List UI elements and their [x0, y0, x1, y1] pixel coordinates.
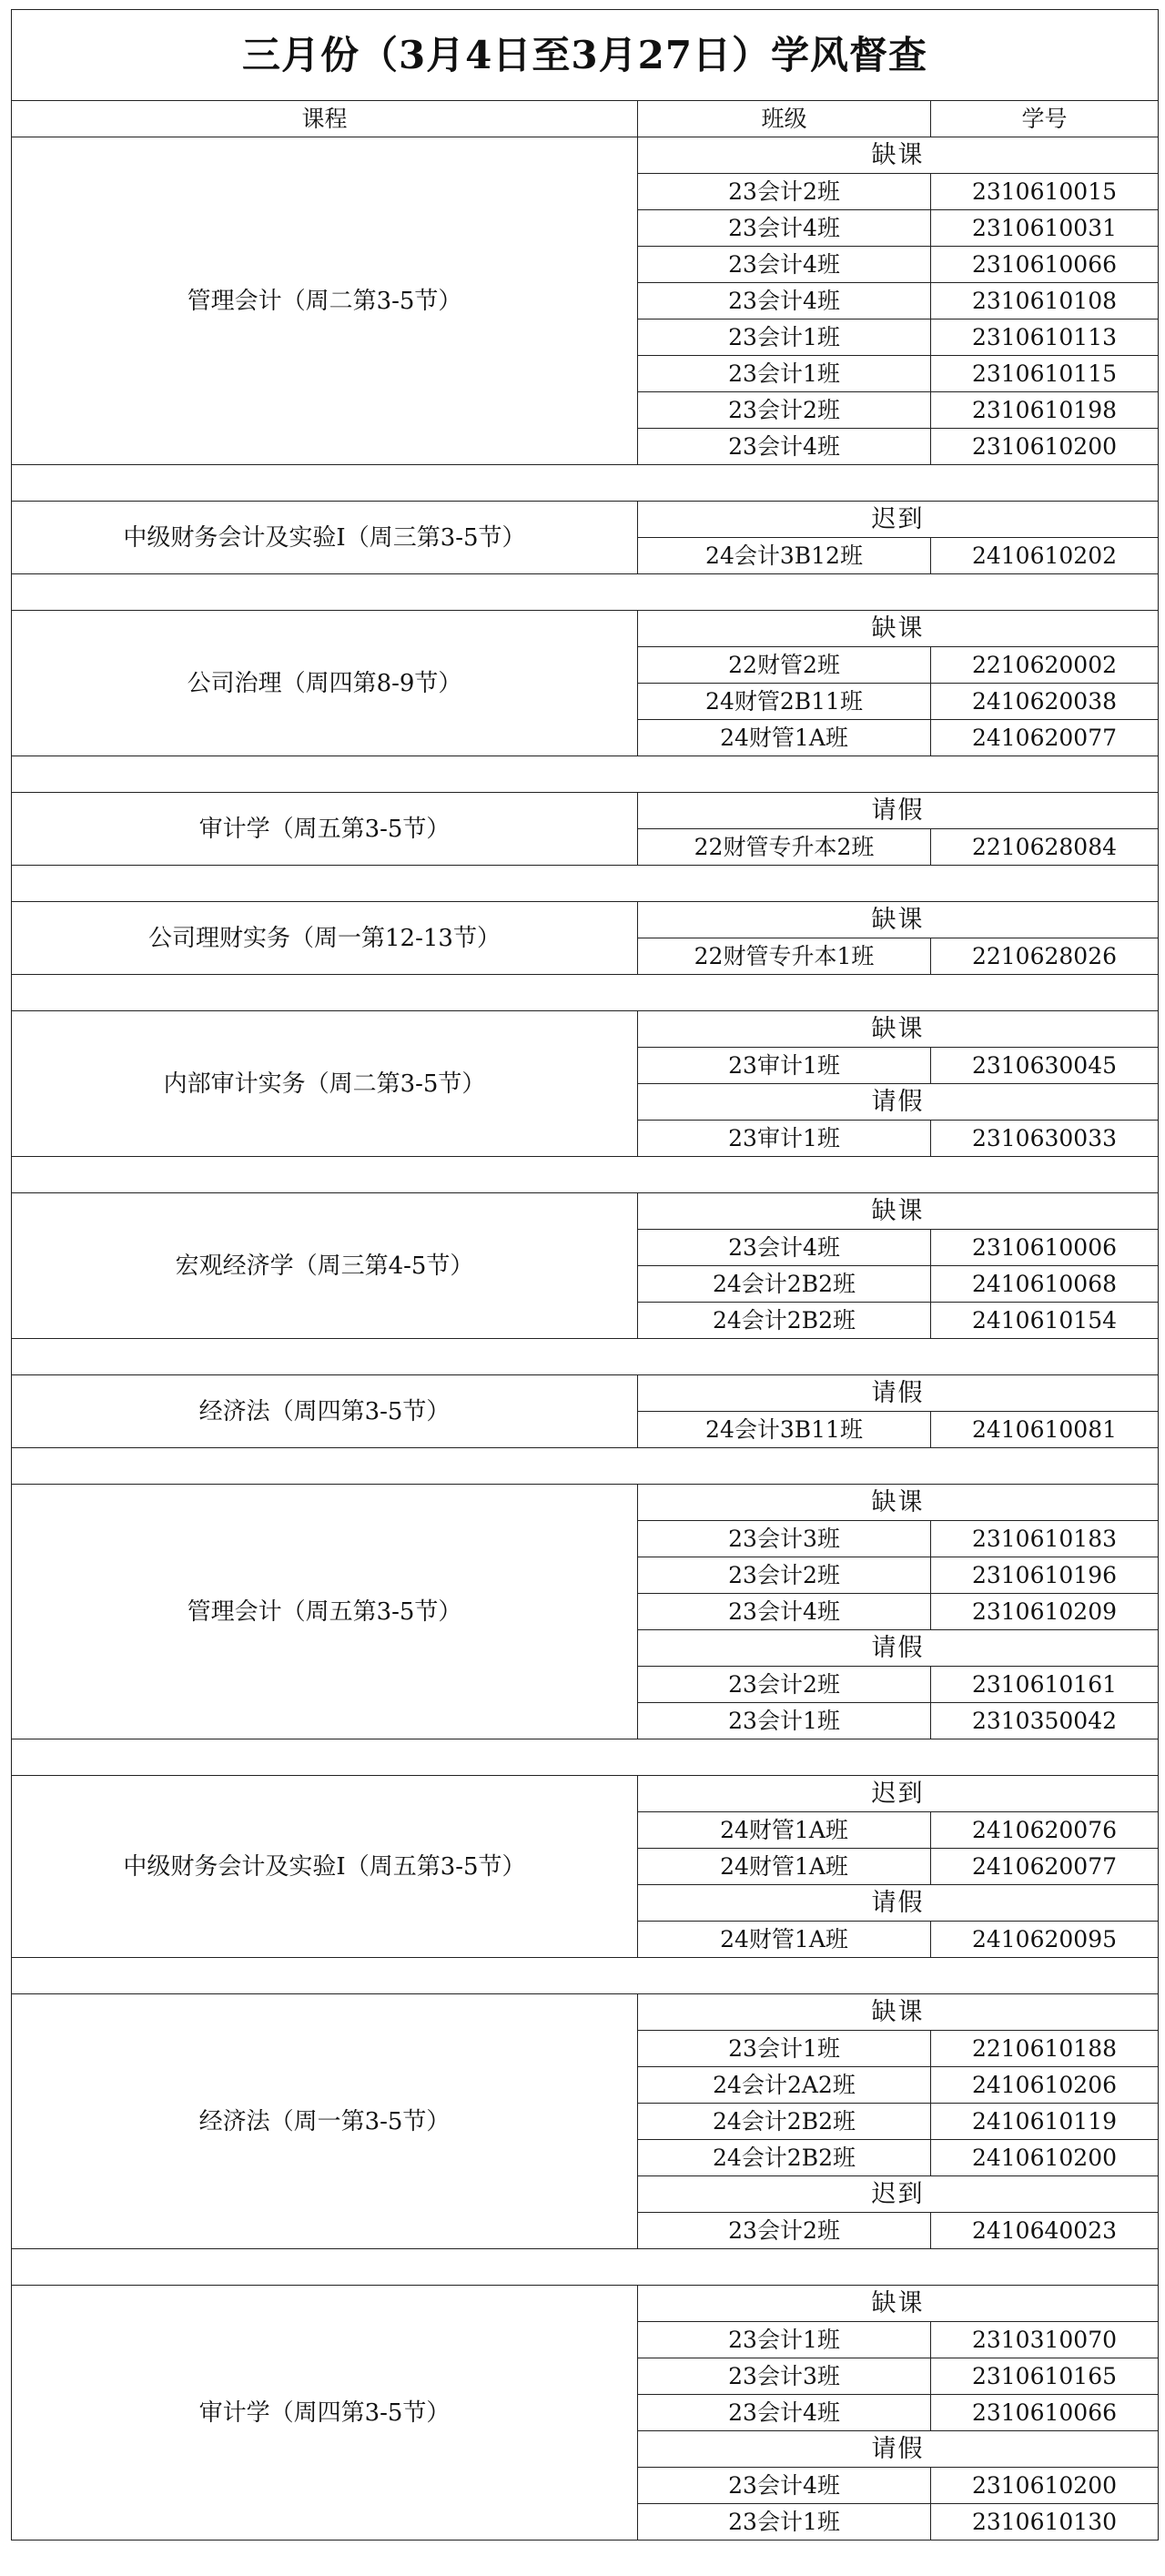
- record-category: 请假: [638, 2431, 1159, 2468]
- spacer-cell: [12, 1339, 1159, 1375]
- header-row: [12, 101, 1159, 137]
- class-cell: 23会计3班: [638, 2358, 931, 2395]
- spacer-row: [12, 465, 1159, 502]
- student-id-cell: 2310610130: [931, 2504, 1159, 2541]
- student-id-cell: 2310610196: [931, 1557, 1159, 1594]
- course-name: 内部审计实务（周二第3-5节）: [12, 1011, 638, 1157]
- class-cell: 23会计4班: [638, 2395, 931, 2431]
- course-name: 公司理财实务（周一第12-13节）: [12, 902, 638, 975]
- category-row: [12, 2286, 1159, 2322]
- class-cell: 23会计4班: [638, 210, 931, 247]
- header-class: 班级: [638, 101, 931, 137]
- category-row: [12, 1011, 1159, 1048]
- spacer-cell: [12, 465, 1159, 502]
- sheet-title: 三月份（3月4日至3月27日）学风督查: [12, 10, 1159, 101]
- student-id-cell: 2410610081: [931, 1412, 1159, 1448]
- class-cell: 23会计2班: [638, 174, 931, 210]
- student-id-cell: 2210610188: [931, 2031, 1159, 2067]
- class-cell: 23会计4班: [638, 1230, 931, 1266]
- class-cell: 23会计2班: [638, 1557, 931, 1594]
- spacer-row: [12, 975, 1159, 1011]
- student-id-cell: 2310630033: [931, 1121, 1159, 1157]
- record-category: 迟到: [638, 1776, 1159, 1812]
- student-id-cell: 2310310070: [931, 2322, 1159, 2358]
- category-row: [12, 902, 1159, 938]
- category-row: [12, 1994, 1159, 2031]
- header-course: 课程: [12, 101, 638, 137]
- class-cell: 23会计1班: [638, 1703, 931, 1739]
- student-id-cell: 2410610206: [931, 2067, 1159, 2104]
- student-id-cell: 2410620077: [931, 720, 1159, 756]
- header-student-id: 学号: [931, 101, 1159, 137]
- course-name: 管理会计（周五第3-5节）: [12, 1485, 638, 1739]
- course-name: 中级财务会计及实验Ⅰ（周五第3-5节）: [12, 1776, 638, 1958]
- spacer-cell: [12, 1448, 1159, 1485]
- student-id-cell: 2310610183: [931, 1521, 1159, 1557]
- student-id-cell: 2410610068: [931, 1266, 1159, 1303]
- spacer-cell: [12, 1157, 1159, 1193]
- spacer-row: [12, 2249, 1159, 2286]
- student-id-cell: 2310610108: [931, 283, 1159, 319]
- class-cell: 23会计4班: [638, 247, 931, 283]
- spacer-row: [12, 1448, 1159, 1485]
- student-id-cell: 2410640023: [931, 2213, 1159, 2249]
- class-cell: 22财管专升本2班: [638, 829, 931, 866]
- spacer-row: [12, 1958, 1159, 1994]
- category-row: [12, 1485, 1159, 1521]
- record-category: 缺课: [638, 1193, 1159, 1230]
- record-category: 迟到: [638, 502, 1159, 538]
- class-cell: 23会计1班: [638, 319, 931, 356]
- class-cell: 23会计1班: [638, 2504, 931, 2541]
- class-cell: 24财管1A班: [638, 720, 931, 756]
- class-cell: 23会计2班: [638, 2213, 931, 2249]
- student-id-cell: 2310610209: [931, 1594, 1159, 1630]
- category-row: [12, 793, 1159, 829]
- course-name: 审计学（周五第3-5节）: [12, 793, 638, 866]
- class-cell: 22财管专升本1班: [638, 938, 931, 975]
- course-name: 经济法（周一第3-5节）: [12, 1994, 638, 2249]
- course-name: 中级财务会计及实验Ⅰ（周三第3-5节）: [12, 502, 638, 574]
- class-cell: 23会计4班: [638, 1594, 931, 1630]
- spacer-row: [12, 866, 1159, 902]
- class-cell: 24财管1A班: [638, 1922, 931, 1958]
- class-cell: 24会计2A2班: [638, 2067, 931, 2104]
- spacer-cell: [12, 866, 1159, 902]
- class-cell: 24会计3B12班: [638, 538, 931, 574]
- student-id-cell: 2310610113: [931, 319, 1159, 356]
- class-cell: 23会计2班: [638, 1667, 931, 1703]
- student-id-cell: 2410610119: [931, 2104, 1159, 2140]
- spacer-cell: [12, 2249, 1159, 2286]
- spacer-cell: [12, 1958, 1159, 1994]
- spacer-row: [12, 574, 1159, 611]
- student-id-cell: 2410610202: [931, 538, 1159, 574]
- student-id-cell: 2310610165: [931, 2358, 1159, 2395]
- spacer-row: [12, 1739, 1159, 1776]
- class-cell: 24财管2B11班: [638, 684, 931, 720]
- class-cell: 24财管1A班: [638, 1849, 931, 1885]
- course-name: 管理会计（周二第3-5节）: [12, 137, 638, 465]
- title-row: [12, 10, 1159, 101]
- record-category: 缺课: [638, 137, 1159, 174]
- class-cell: 23会计1班: [638, 356, 931, 392]
- student-id-cell: 2310610161: [931, 1667, 1159, 1703]
- category-row: [12, 1193, 1159, 1230]
- course-name: 公司治理（周四第8-9节）: [12, 611, 638, 756]
- student-id-cell: 2410610154: [931, 1303, 1159, 1339]
- class-cell: 23会计4班: [638, 429, 931, 465]
- student-id-cell: 2410620077: [931, 1849, 1159, 1885]
- class-cell: 23审计1班: [638, 1048, 931, 1084]
- student-id-cell: 2310610115: [931, 356, 1159, 392]
- record-category: 缺课: [638, 2286, 1159, 2322]
- class-cell: 23会计4班: [638, 2468, 931, 2504]
- class-cell: 24会计2B2班: [638, 2140, 931, 2176]
- record-category: 请假: [638, 793, 1159, 829]
- category-row: [12, 137, 1159, 174]
- class-cell: 24会计2B2班: [638, 1266, 931, 1303]
- spacer-row: [12, 756, 1159, 793]
- record-category: 缺课: [638, 1994, 1159, 2031]
- category-row: [12, 1375, 1159, 1412]
- class-cell: 22财管2班: [638, 647, 931, 684]
- record-category: 请假: [638, 1084, 1159, 1121]
- student-id-cell: 2210628084: [931, 829, 1159, 866]
- category-row: [12, 611, 1159, 647]
- student-id-cell: 2410610200: [931, 2140, 1159, 2176]
- record-category: 缺课: [638, 1011, 1159, 1048]
- student-id-cell: 2210628026: [931, 938, 1159, 975]
- record-category: 缺课: [638, 611, 1159, 647]
- spacer-cell: [12, 574, 1159, 611]
- spacer-cell: [12, 756, 1159, 793]
- record-category: 请假: [638, 1630, 1159, 1667]
- course-name: 宏观经济学（周三第4-5节）: [12, 1193, 638, 1339]
- student-id-cell: 2310610198: [931, 392, 1159, 429]
- spacer-cell: [12, 1739, 1159, 1776]
- student-id-cell: 2410620095: [931, 1922, 1159, 1958]
- class-cell: 24会计3B11班: [638, 1412, 931, 1448]
- class-cell: 24财管1A班: [638, 1812, 931, 1849]
- class-cell: 23会计4班: [638, 283, 931, 319]
- class-cell: 23会计3班: [638, 1521, 931, 1557]
- student-id-cell: 2410620038: [931, 684, 1159, 720]
- student-id-cell: 2310610200: [931, 2468, 1159, 2504]
- category-row: [12, 502, 1159, 538]
- student-id-cell: 2310610015: [931, 174, 1159, 210]
- course-name: 审计学（周四第3-5节）: [12, 2286, 638, 2541]
- class-cell: 23会计2班: [638, 392, 931, 429]
- record-category: 请假: [638, 1885, 1159, 1922]
- student-id-cell: 2310610031: [931, 210, 1159, 247]
- record-category: 缺课: [638, 902, 1159, 938]
- student-id-cell: 2310610066: [931, 2395, 1159, 2431]
- student-id-cell: 2310350042: [931, 1703, 1159, 1739]
- student-id-cell: 2310610006: [931, 1230, 1159, 1266]
- spacer-cell: [12, 975, 1159, 1011]
- student-id-cell: 2310630045: [931, 1048, 1159, 1084]
- student-id-cell: 2310610200: [931, 429, 1159, 465]
- student-id-cell: 2410620076: [931, 1812, 1159, 1849]
- spacer-row: [12, 1157, 1159, 1193]
- record-category: 缺课: [638, 1485, 1159, 1521]
- record-category: 迟到: [638, 2176, 1159, 2213]
- student-id-cell: 2210620002: [931, 647, 1159, 684]
- class-cell: 23审计1班: [638, 1121, 931, 1157]
- class-cell: 23会计1班: [638, 2031, 931, 2067]
- course-name: 经济法（周四第3-5节）: [12, 1375, 638, 1448]
- student-id-cell: 2310610066: [931, 247, 1159, 283]
- attendance-sheet: [11, 9, 1159, 2541]
- class-cell: 24会计2B2班: [638, 2104, 931, 2140]
- category-row: [12, 1776, 1159, 1812]
- class-cell: 23会计1班: [638, 2322, 931, 2358]
- record-category: 请假: [638, 1375, 1159, 1412]
- spacer-row: [12, 1339, 1159, 1375]
- class-cell: 24会计2B2班: [638, 1303, 931, 1339]
